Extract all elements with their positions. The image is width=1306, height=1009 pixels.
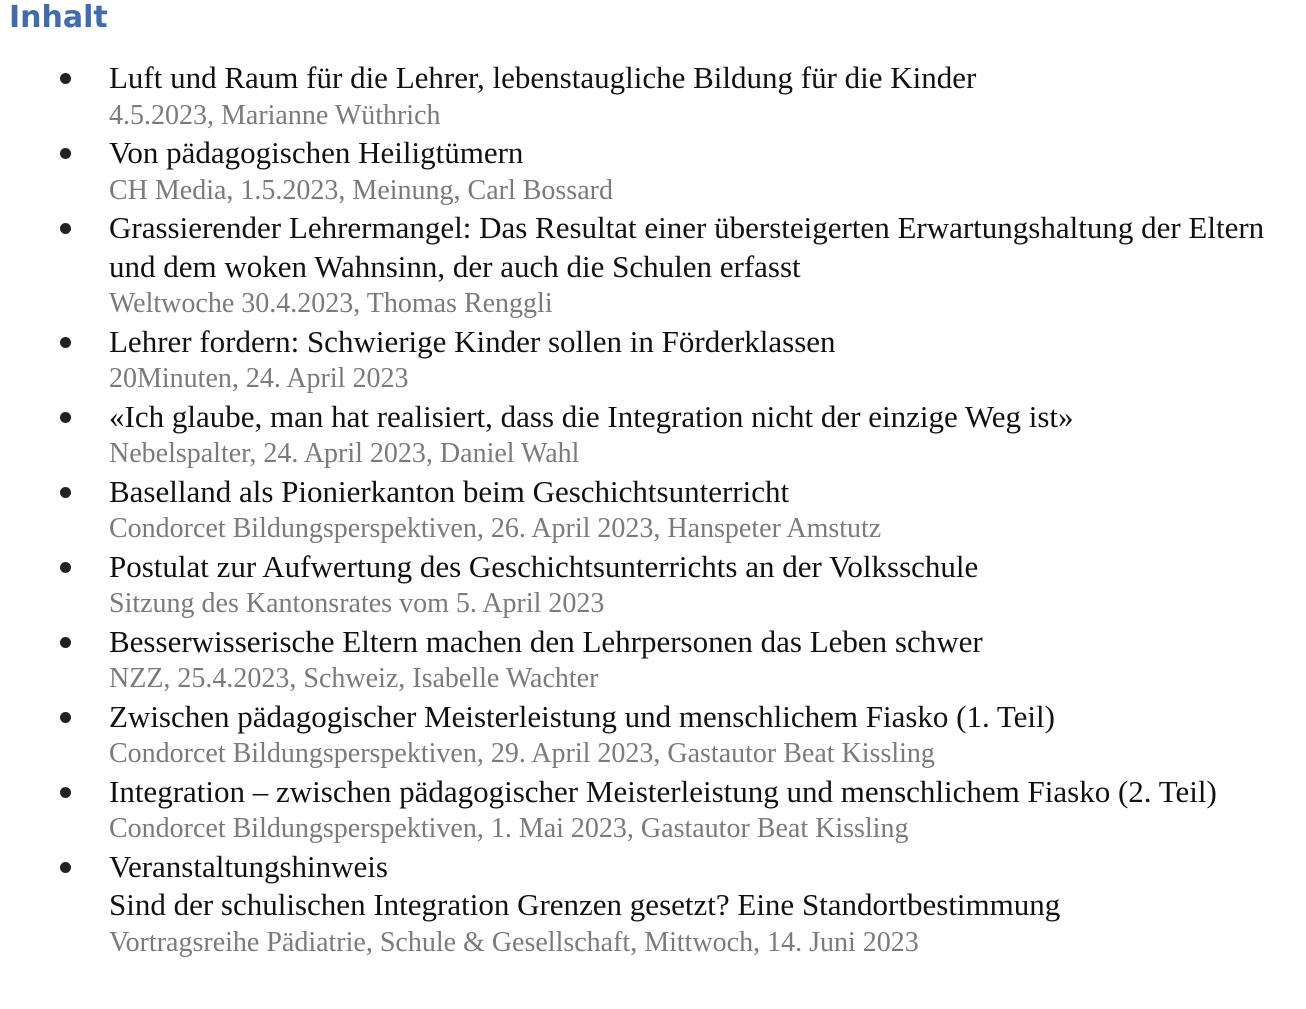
article-source: 4.5.2023, Marianne Wüthrich bbox=[109, 99, 441, 131]
article-source: Condorcet Bildungsperspektiven, 1. Mai 2023, Gastautor Beat Kissling bbox=[109, 813, 909, 844]
bullet-icon bbox=[60, 712, 71, 723]
toc-item bbox=[0, 473, 1306, 548]
article-title-link[interactable]: Baselland als Pionierkanton beim Geschichtsunterricht bbox=[109, 473, 790, 509]
toc-item bbox=[0, 59, 1306, 134]
article-title-link[interactable]: Zwischen pädagogischer Meisterleistung und menschlichem Fiasko (1. Teil) bbox=[109, 698, 1055, 734]
bullet-icon bbox=[60, 337, 71, 348]
article-source: CH Media, 1.5.2023, Meinung, Carl Bossard bbox=[109, 174, 613, 206]
event-notice-link[interactable]: Veranstaltungshinweis bbox=[109, 848, 388, 884]
event-source: Vortragsreihe Pädiatrie, Schule & Gesellschaft, Mittwoch, 14. Juni 2023 bbox=[109, 926, 919, 958]
toc-item bbox=[0, 209, 1306, 323]
toc-item bbox=[0, 323, 1306, 398]
toc-item bbox=[0, 548, 1306, 623]
event-title: Sind der schulischen Integration Grenzen gesetzt? Eine Standortbestimmung bbox=[109, 887, 1061, 922]
bullet-icon bbox=[60, 73, 71, 84]
article-source: Nebelspalter, 24. April 2023, Daniel Wahl bbox=[109, 438, 580, 469]
toc-item bbox=[0, 134, 1306, 209]
article-source: 20Minuten, 24. April 2023 bbox=[109, 363, 409, 394]
bullet-icon bbox=[60, 787, 71, 798]
article-title-link[interactable]: Integration – zwischen pädagogischer Meisterleistung und menschlichem Fiasko (2. Teil) bbox=[109, 773, 1217, 809]
article-title-link[interactable]: Grassierender Lehrermangel: Das Resultat einer übersteigerten Erwartungshaltung der Eltern und dem woken Wahnsinn, der auch die Schulen erfasst bbox=[109, 210, 1265, 284]
bullet-icon bbox=[60, 412, 71, 423]
article-source: Sitzung des Kantonsrates vom 5. April 2023 bbox=[109, 588, 605, 619]
toc-item bbox=[0, 623, 1306, 698]
bullet-icon bbox=[60, 862, 71, 873]
toc-item bbox=[0, 398, 1306, 473]
bullet-icon bbox=[60, 223, 71, 234]
article-source: NZZ, 25.4.2023, Schweiz, Isabelle Wachter bbox=[109, 663, 599, 694]
article-title-link[interactable]: Luft und Raum für die Lehrer, lebenstaugliche Bildung für die Kinder bbox=[109, 60, 977, 95]
table-of-contents bbox=[0, 59, 1306, 961]
article-title-link[interactable]: Lehrer fordern: Schwierige Kinder sollen in Förderklassen bbox=[109, 323, 836, 359]
article-title-link[interactable]: Besserwisserische Eltern machen den Lehrpersonen das Leben schwer bbox=[109, 623, 983, 659]
article-title-link[interactable]: Von pädagogischen Heiligtümern bbox=[109, 135, 524, 170]
toc-item bbox=[0, 698, 1306, 773]
article-title-link[interactable]: «Ich glaube, man hat realisiert, dass die Integration nicht der einzige Weg ist» bbox=[109, 398, 1074, 434]
toc-heading: Inhalt bbox=[9, 0, 108, 35]
bullet-icon bbox=[60, 637, 71, 648]
article-source: Weltwoche 30.4.2023, Thomas Renggli bbox=[109, 288, 553, 319]
bullet-icon bbox=[60, 487, 71, 498]
toc-item bbox=[0, 773, 1306, 848]
toc-item bbox=[0, 848, 1306, 962]
bullet-icon bbox=[60, 148, 71, 159]
bullet-icon bbox=[60, 562, 71, 573]
article-source: Condorcet Bildungsperspektiven, 29. April 2023, Gastautor Beat Kissling bbox=[109, 738, 935, 769]
article-title-link[interactable]: Postulat zur Aufwertung des Geschichtsunterrichts an der Volksschule bbox=[109, 548, 979, 584]
article-source: Condorcet Bildungsperspektiven, 26. April 2023, Hanspeter Amstutz bbox=[109, 513, 882, 544]
